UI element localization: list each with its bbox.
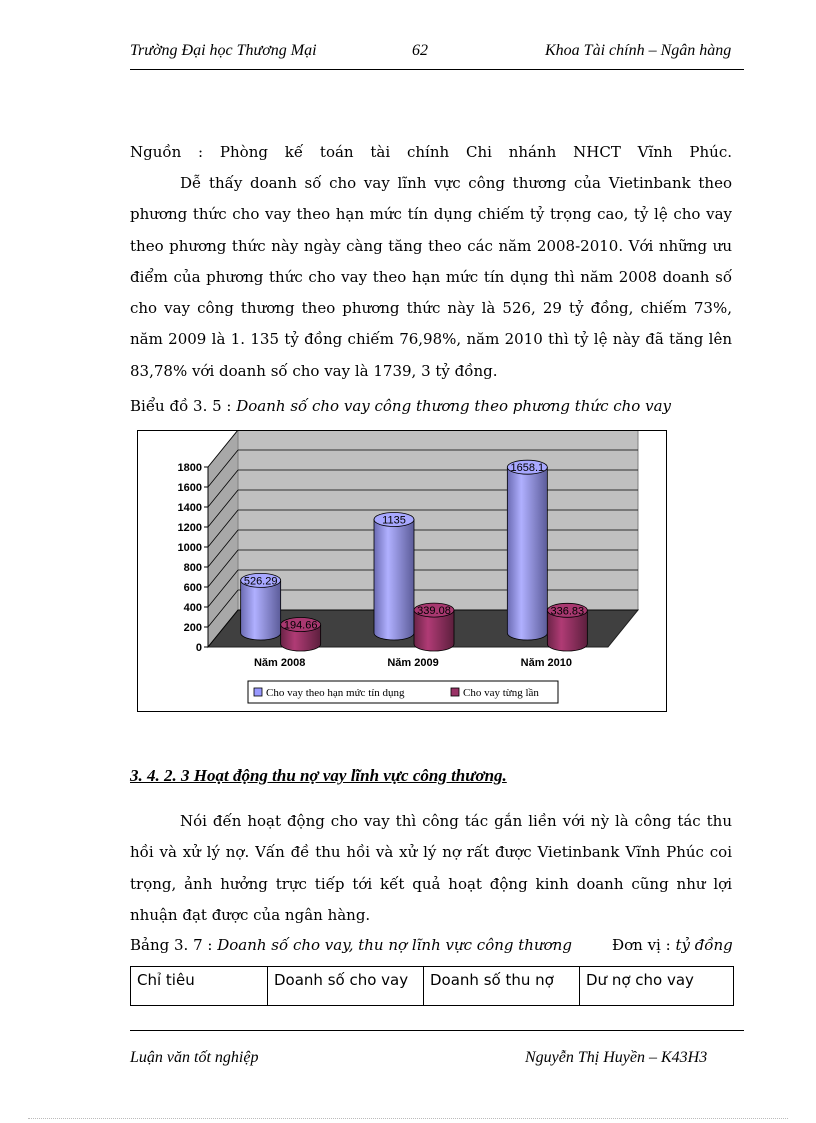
data-label: 1658.1 bbox=[510, 462, 545, 475]
y-tick-label: 1400 bbox=[177, 502, 202, 514]
chart-caption bbox=[130, 397, 671, 415]
legend-label: Cho vay theo hạn mức tín dụng bbox=[266, 687, 405, 699]
chart-caption-title: Doanh số cho vay công thương theo phương thức cho vay bbox=[236, 397, 671, 415]
x-category-label: Năm 2008 bbox=[253, 657, 306, 669]
data-label: 526.29 bbox=[243, 575, 278, 588]
page-bottom-dotted-line bbox=[28, 1118, 788, 1119]
table-header-row bbox=[131, 967, 734, 1006]
table-header-cell: Chỉ tiêu bbox=[131, 967, 268, 1006]
x-category-label: Năm 2010 bbox=[520, 657, 573, 669]
table-caption-title: Doanh số cho vay, thu nợ lĩnh vực công thương bbox=[217, 936, 572, 954]
table-unit-value: tỷ đồng bbox=[675, 936, 733, 954]
chart-frame bbox=[137, 430, 667, 712]
bar-credit-limit bbox=[507, 467, 547, 640]
table-header-cell: Doanh số cho vay bbox=[268, 967, 424, 1006]
source-text: Nguồn : Phòng kế toán tài chính Chi nhánh NHCT Vĩnh Phúc. bbox=[130, 143, 732, 161]
data-table bbox=[130, 966, 734, 1006]
legend-swatch bbox=[254, 688, 262, 696]
y-tick-label: 800 bbox=[183, 562, 202, 574]
header-faculty-name: Khoa Tài chính – Ngân hàng bbox=[545, 42, 732, 59]
table-header-cell: Doanh số thu nợ bbox=[424, 967, 580, 1006]
y-tick-label: 1200 bbox=[177, 522, 202, 534]
legend-swatch bbox=[451, 688, 459, 696]
table-header-cell: Dư nợ cho vay bbox=[580, 967, 734, 1006]
table-unit-label: Đơn vị : bbox=[612, 936, 676, 954]
data-label: 1135 bbox=[382, 514, 406, 527]
data-label: 336.83 bbox=[550, 605, 585, 618]
y-tick-label: 600 bbox=[183, 582, 202, 594]
source-line bbox=[130, 137, 732, 168]
y-tick-label: 1600 bbox=[177, 482, 202, 494]
table-caption bbox=[130, 936, 572, 954]
header-school-name: Trường Đại học Thương Mại bbox=[130, 42, 317, 59]
paragraph-2 bbox=[130, 806, 732, 931]
y-tick-label: 200 bbox=[183, 622, 202, 634]
chart-side-wall bbox=[208, 431, 238, 647]
y-tick-label: 1000 bbox=[177, 542, 202, 554]
header-rule bbox=[130, 69, 744, 70]
bar-credit-limit bbox=[241, 580, 281, 640]
legend-label: Cho vay từng lần bbox=[463, 687, 539, 699]
table-caption-label: Bảng 3. 7 : bbox=[130, 936, 218, 954]
y-tick-label: 0 bbox=[195, 642, 202, 654]
y-tick-label: 1800 bbox=[177, 462, 202, 474]
bar-credit-limit bbox=[374, 520, 414, 641]
footer-left: Luận văn tốt nghiệp bbox=[130, 1049, 259, 1066]
paragraph-2-text: Nói đến hoạt động cho vay thì công tác gắn liền với nỳ là công tác thu hồi và xử lý nợ. Vấn đề thu hồi và xử lý nợ rất được Vietinbank Vĩnh Phúc coi trọng, ảnh hưởng trực tiếp tới kết quả hoạt động kinh doanh cũng như lợi nhuận đạt được của ngân hàng. bbox=[130, 812, 732, 924]
bar-chart bbox=[138, 431, 666, 711]
table-unit bbox=[612, 936, 733, 954]
footer-rule bbox=[130, 1030, 744, 1031]
section-heading: 3. 4. 2. 3 Hoạt động thu nợ vay lĩnh vực công thương. bbox=[130, 766, 507, 785]
y-tick-label: 400 bbox=[183, 602, 202, 614]
data-label: 194.66 bbox=[283, 619, 318, 632]
chart-back-wall bbox=[238, 431, 638, 610]
page-number: 62 bbox=[412, 42, 428, 59]
x-category-label: Năm 2009 bbox=[387, 657, 439, 669]
data-label: 339.08 bbox=[417, 605, 451, 618]
chart-caption-label: Biểu đồ 3. 5 : bbox=[130, 397, 237, 415]
paragraph-1-text: Dễ thấy doanh số cho vay lĩnh vực công thương của Vietinbank theo phương thức cho vay theo hạn mức tín dụng chiếm tỷ trọng cao, tỷ lệ cho vay theo phương thức này ngày càng tăng theo các năm 2008-2010. Với những ưu điểm của phương thức cho vay theo hạn mức tín dụng thì năm 2008 doanh số cho vay công thương theo phương thức này là 526, 29 tỷ đồng, chiếm 73%, năm 2009 là 1. 135 tỷ đồng chiếm 76,98%, năm 2010 thì tỷ lệ này đã tăng lên 83,78% với doanh số cho vay là 1739, 3 tỷ đồng. bbox=[130, 174, 732, 380]
paragraph-1 bbox=[130, 168, 732, 387]
footer-right: Nguyễn Thị Huyền – K43H3 bbox=[525, 1049, 708, 1066]
